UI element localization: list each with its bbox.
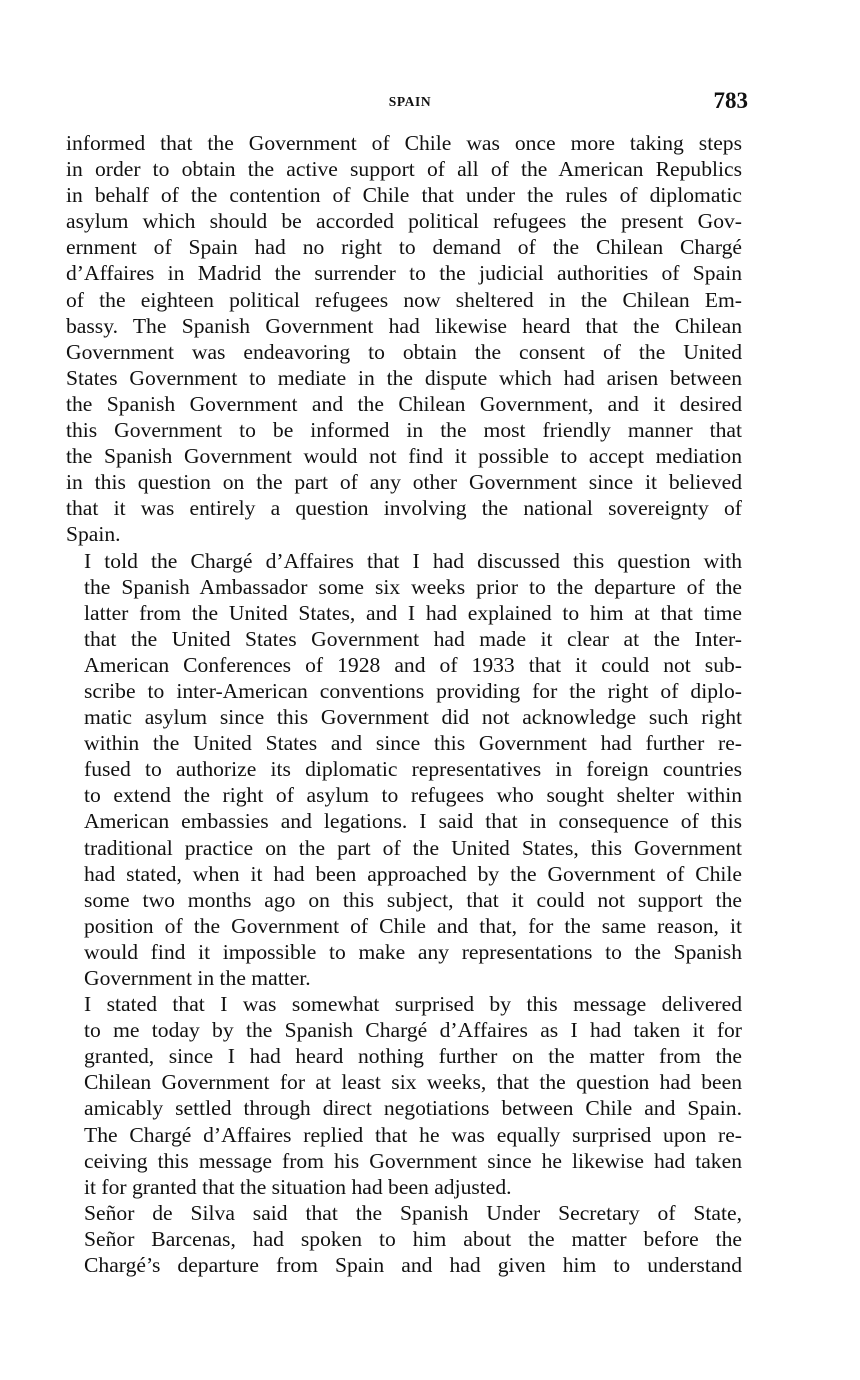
text-line: this Government to be informed in the most friendly manner that — [66, 418, 742, 443]
body-text — [66, 130, 742, 1278]
text-line: scribe to inter-American conventions providing for the right of diplo- — [84, 678, 742, 703]
text-line: within the United States and since this Government had further re- — [84, 731, 742, 756]
text-line: the Spanish Government would not find it possible to accept mediation — [66, 444, 742, 469]
text-line: amicably settled through direct negotiations between Chile and Spain. — [84, 1096, 742, 1121]
paragraph-4 — [66, 1200, 742, 1278]
text-line: Señor Barcenas, had spoken to him about the matter before the — [84, 1226, 742, 1251]
text-line: I told the Chargé d’Affaires that I had discussed this question with — [84, 548, 742, 573]
text-line: of the eighteen political refugees now sheltered in the Chilean Em- — [66, 287, 742, 312]
text-line: had stated, when it had been approached by the Government of Chile — [84, 861, 742, 886]
text-line: to extend the right of asylum to refugees who sought shelter within — [84, 783, 742, 808]
text-line: it for granted that the situation had been adjusted. — [84, 1174, 512, 1199]
text-line: granted, since I had heard nothing further on the matter from the — [84, 1044, 742, 1069]
text-line: the Spanish Ambassador some six weeks prior to the departure of the — [84, 574, 742, 599]
text-line: American embassies and legations. I said that in consequence of this — [84, 809, 742, 834]
paragraph-1 — [66, 130, 742, 548]
text-line: would find it impossible to make any representations to the Spanish — [84, 939, 742, 964]
text-line: d’Affaires in Madrid the surrender to the judicial authorities of Spain — [66, 261, 742, 286]
text-line: Government in the matter. — [84, 966, 311, 990]
paragraph-3 — [66, 991, 742, 1200]
text-line: ernment of Spain had no right to demand of the Chilean Chargé — [66, 235, 742, 260]
text-line: informed that the Government of Chile was once more taking steps — [66, 131, 742, 155]
text-line: Señor de Silva said that the Spanish Under Secretary of State, — [84, 1200, 742, 1225]
page-header — [0, 88, 860, 118]
text-line: matic asylum since this Government did not acknowledge such right — [84, 705, 742, 730]
text-line: that the United States Government had made it clear at the Inter- — [84, 626, 742, 651]
text-line: the Spanish Government and the Chilean Government, and it desired — [66, 391, 742, 416]
text-line: The Chargé d’Affaires replied that he was equally surprised upon re- — [84, 1122, 742, 1147]
page-number: 783 — [713, 88, 748, 113]
text-line: States Government to mediate in the dispute which had arisen between — [66, 365, 742, 390]
text-line: in order to obtain the active support of all of the American Republics — [66, 157, 742, 182]
text-line: ceiving this message from his Government since he likewise had taken — [84, 1148, 742, 1173]
text-line: Chargé’s departure from Spain and had given him to understand — [84, 1253, 742, 1278]
text-line: some two months ago on this subject, that it could not support the — [84, 887, 742, 912]
text-line: Spain. — [66, 522, 121, 547]
text-line: to me today by the Spanish Chargé d’Affaires as I had taken it for — [84, 1018, 742, 1043]
text-line: position of the Government of Chile and that, for the same reason, it — [84, 913, 742, 938]
text-line: Government was endeavoring to obtain the consent of the United — [66, 339, 742, 364]
text-line: American Conferences of 1928 and of 1933 that it could not sub- — [84, 652, 742, 677]
text-line: in behalf of the contention of Chile that under the rules of diplomatic — [66, 183, 742, 208]
running-head: SPAIN — [388, 94, 432, 109]
text-line: fused to authorize its diplomatic representatives in foreign countries — [84, 757, 742, 782]
text-line: traditional practice on the part of the United States, this Government — [84, 835, 742, 860]
text-line: latter from the United States, and I had explained to him at that time — [84, 600, 742, 625]
paragraph-2 — [66, 548, 742, 992]
text-line: Chilean Government for at least six weeks, that the question had been — [84, 1070, 742, 1095]
text-line: asylum which should be accorded political refugees the present Gov- — [66, 209, 742, 234]
text-line: that it was entirely a question involving the national sovereignty of — [66, 496, 742, 521]
text-line: I stated that I was somewhat surprised by this message delivered — [84, 992, 742, 1017]
text-line: bassy. The Spanish Government had likewise heard that the Chilean — [66, 313, 742, 338]
text-line: in this question on the part of any other Government since it believed — [66, 470, 742, 495]
